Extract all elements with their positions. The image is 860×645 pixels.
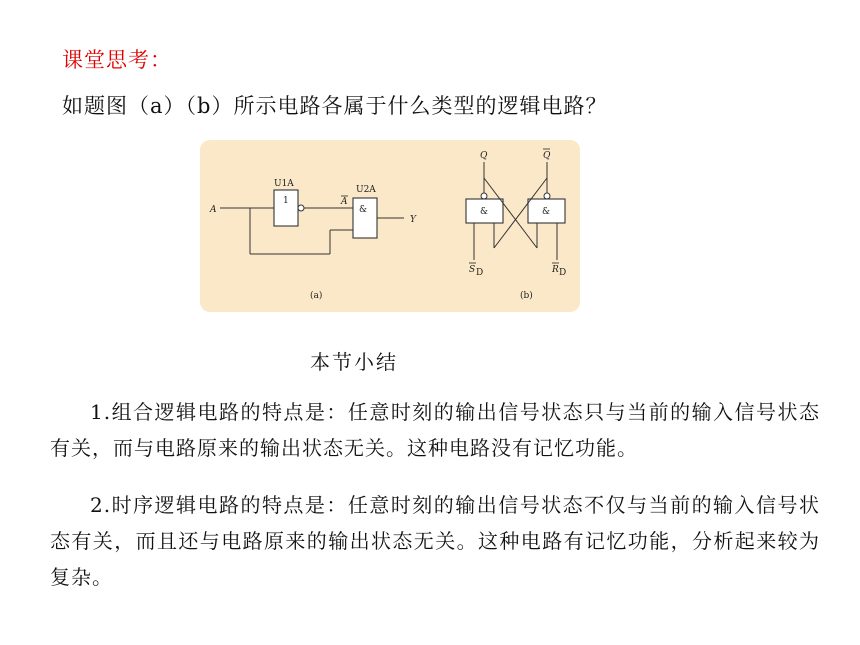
section-heading: 课堂思考： [62, 48, 172, 72]
circuit-b [466, 149, 566, 301]
summary-title: 本节小结 [310, 350, 398, 374]
summary-paragraph-1: 1.组合逻辑电路的特点是：任意时刻的输出信号状态只与当前的输入信号状态有关，而与电路原来的输出状态无关。这种电路没有记忆功能。 [50, 400, 820, 460]
circuit-figure [200, 140, 580, 312]
rd-subscript: D [559, 268, 567, 278]
summary-paragraph-2: 2.时序逻辑电路的特点是：任意时刻的输出信号状态不仅与当前的输入信号状态有关，而且还与电路原来的输出状态无关。这种电路有记忆功能，分析起来较为复杂。 [50, 493, 820, 589]
q-label: Q [480, 151, 488, 161]
abar-label: A [341, 197, 348, 207]
and-gate [353, 198, 377, 238]
output-y-label: Y [410, 215, 416, 225]
not-gate-symbol: 1 [283, 196, 289, 206]
inverter-bubble [544, 193, 550, 199]
circuit-a [209, 179, 417, 301]
sd-subscript: D [476, 268, 484, 278]
u2a-label: U2A [356, 185, 376, 195]
inverter-bubble [481, 193, 487, 199]
caption-b: (b) [520, 291, 533, 301]
circuit-diagrams [200, 140, 580, 312]
nand-right-symbol: & [542, 207, 551, 217]
and-gate-symbol: & [359, 205, 368, 215]
inverter-bubble [298, 205, 304, 211]
input-a-label: A [210, 205, 217, 215]
caption-a: (a) [310, 291, 323, 301]
sd-label: S [469, 265, 476, 275]
u1a-label: U1A [274, 179, 294, 189]
question-text: 如题图（a）（b）所示电路各属于什么类型的逻辑电路？ [62, 94, 608, 118]
nand-left-symbol: & [480, 207, 489, 217]
rd-label: R [552, 265, 559, 275]
qbar-label: Q [543, 151, 551, 161]
